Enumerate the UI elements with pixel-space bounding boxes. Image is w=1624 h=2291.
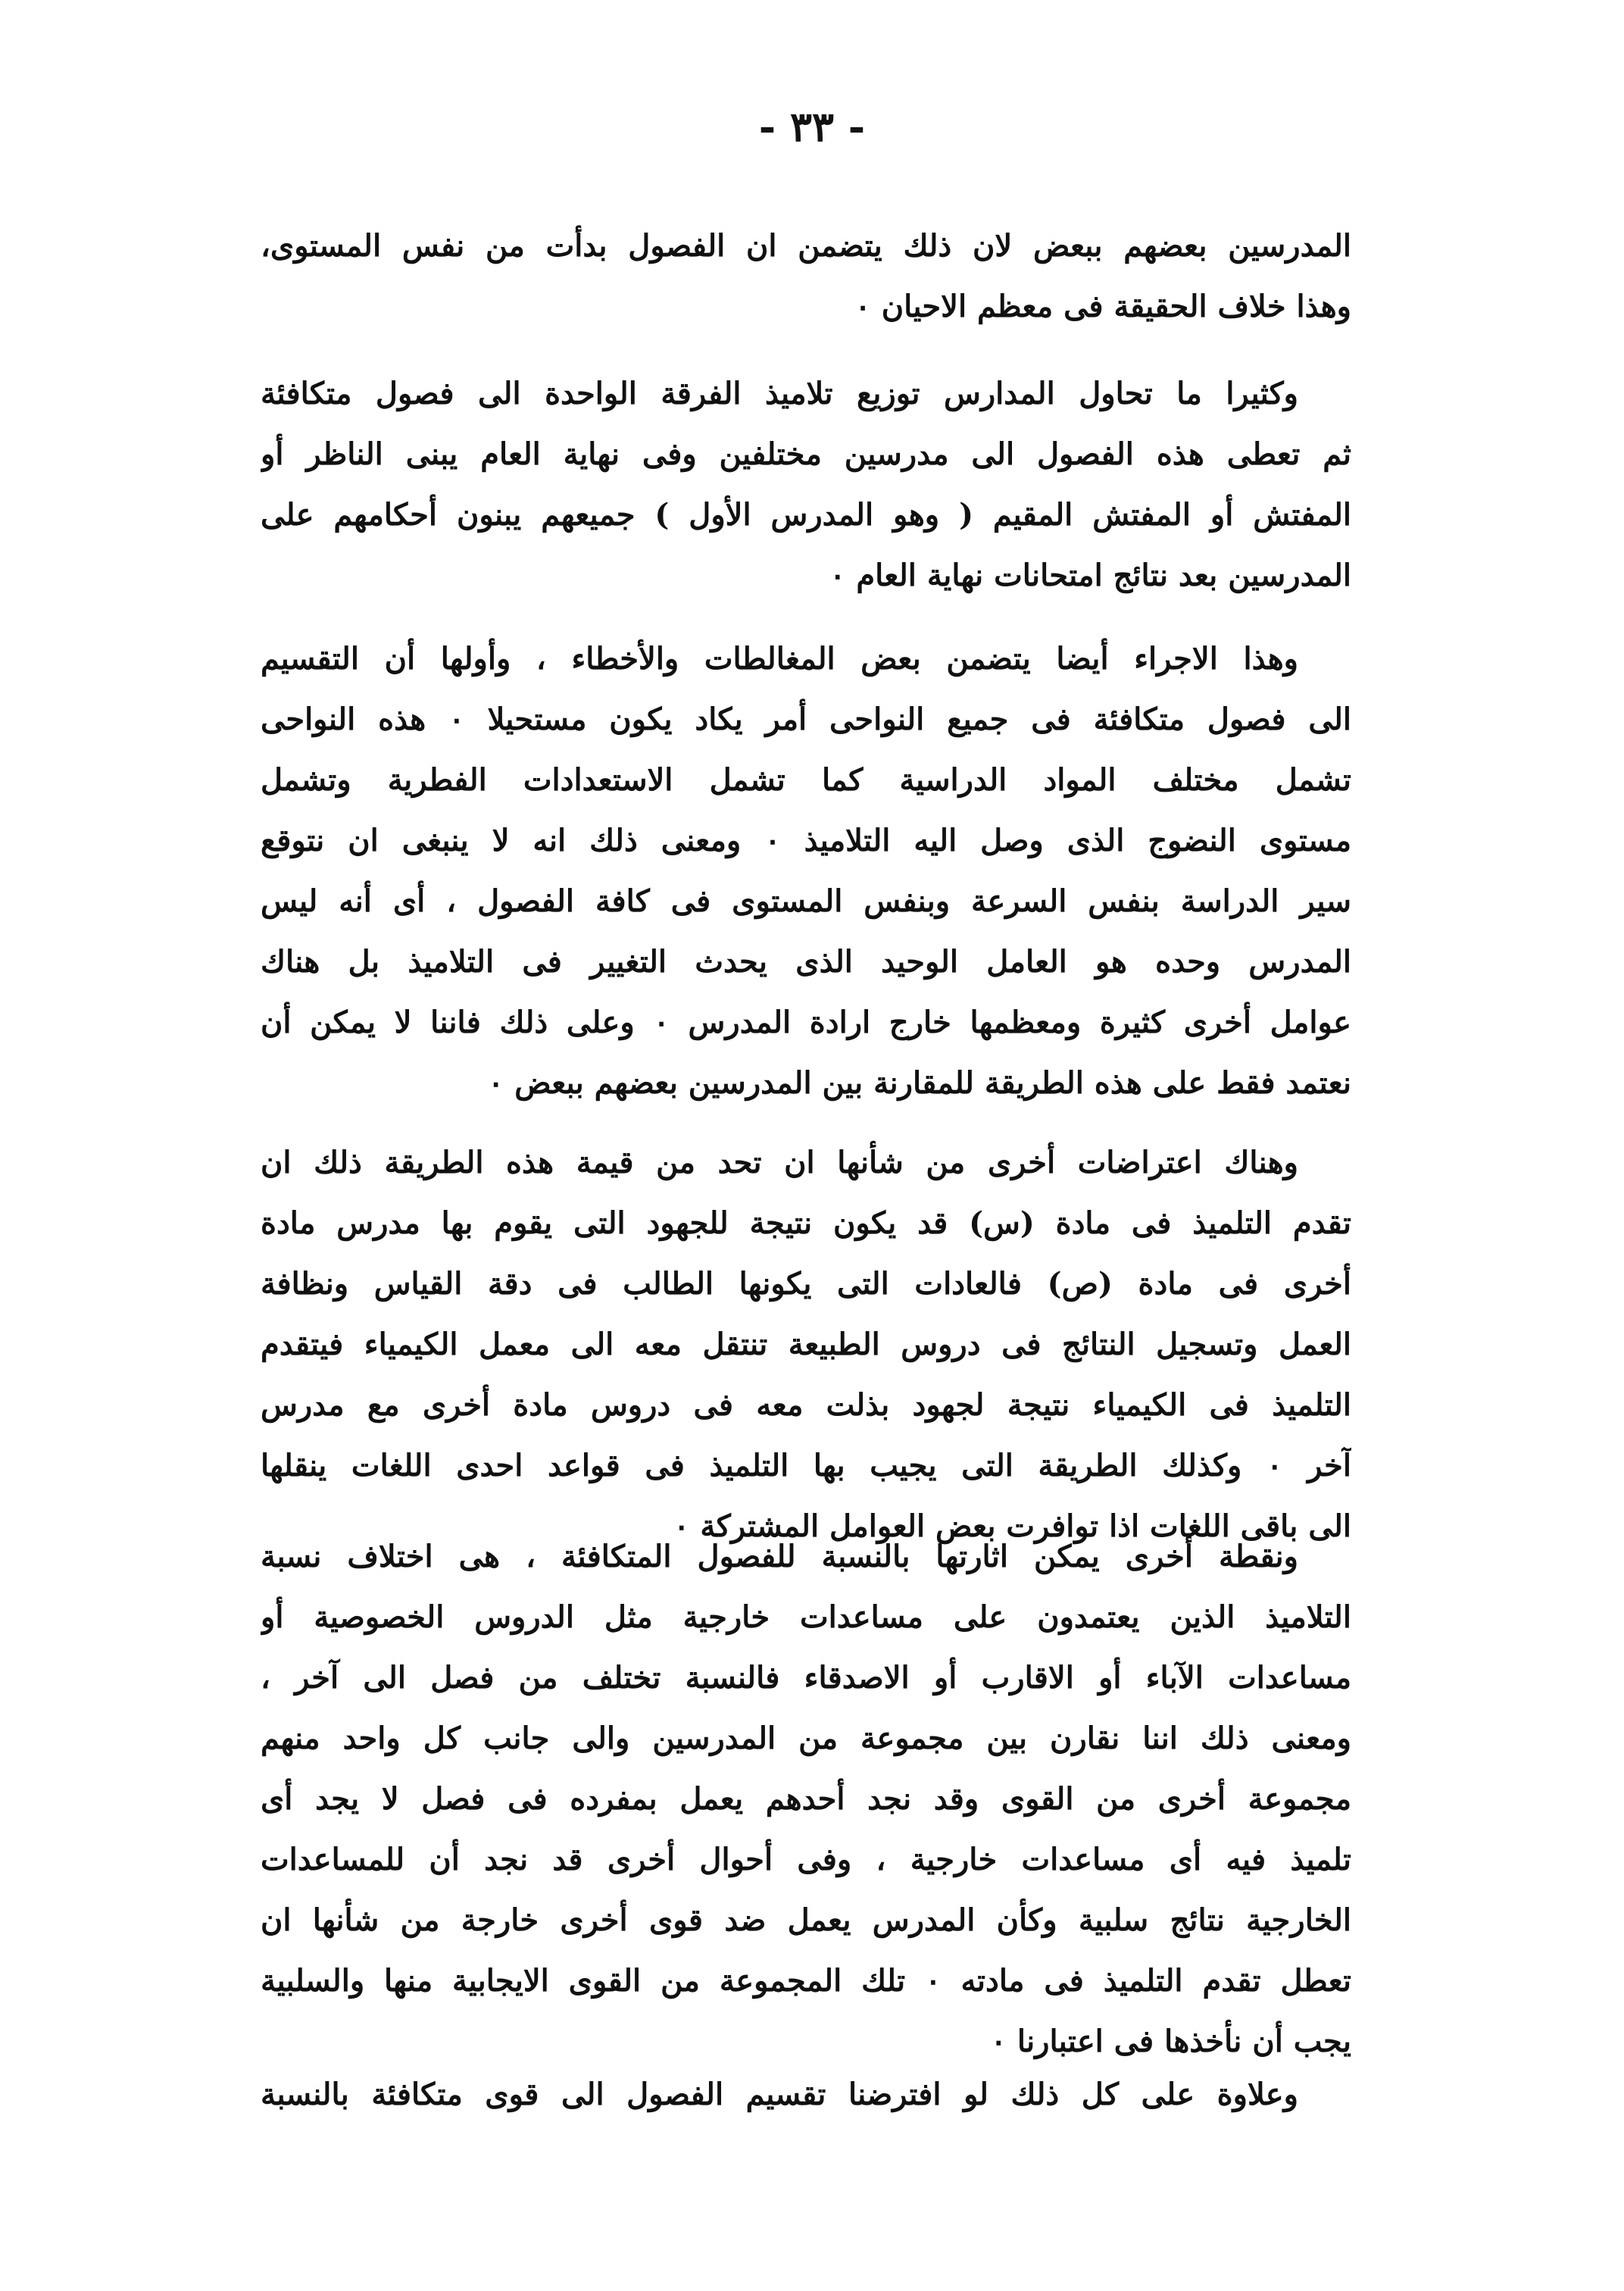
paragraph-line: المدرس وحده هو العامل الوحيد الذى يحدث التغيير فى التلاميذ بل هناك (261, 944, 1351, 980)
paragraph-line: ونقطة أخرى يمكن اثارتها بالنسبة للفصول المتكافئة ، هى اختلاف نسبة (261, 1539, 1298, 1574)
paragraph-line: وعلاوة على كل ذلك لو افترضنا تقسيم الفصول الى قوى متكافئة بالنسبة (261, 2077, 1298, 2112)
paragraph-line: ثم تعطى هذه الفصول الى مدرسين مختلفين وفى نهاية العام يبنى الناظر أو (261, 436, 1351, 472)
paragraph-line: وهذا خلاف الحقيقة فى معظم الاحيان ٠ (854, 289, 1351, 324)
paragraph-line: تقدم التلميذ فى مادة (س) قد يكون نتيجة للجهود التى يقوم بها مدرس مادة (261, 1205, 1351, 1241)
paragraph-line: أخرى فى مادة (ص) فالعادات التى يكونها الطالب فى دقة القياس ونظافة (261, 1266, 1351, 1302)
page-number: - ٣٣ - (758, 102, 866, 151)
paragraph-line: وهناك اعتراضات أخرى من شأنها ان تحد من قيمة هذه الطريقة ذلك ان (261, 1145, 1298, 1180)
paragraph-line: عوامل أخرى كثيرة ومعظمها خارج ارادة المدرس ٠ وعلى ذلك فاننا لا يمكن أن (261, 1005, 1351, 1040)
paragraph-line: وهذا الاجراء أيضا يتضمن بعض المغالطات والأخطاء ، وأولها أن التقسيم (261, 641, 1298, 677)
paragraph-line: وكثيرا ما تحاول المدارس توزيع تلاميذ الفرقة الواحدة الى فصول متكافئة (261, 376, 1298, 411)
paragraph-line: تلميذ فيه أى مساعدات خارجية ، وفى أحوال أخرى قد نجد أن للمساعدات (261, 1842, 1351, 1877)
paragraph-line: آخر ٠ وكذلك الطريقة التى يجيب بها التلميذ فى قواعد احدى اللغات ينقلها (261, 1448, 1351, 1483)
paragraph-line: الى فصول متكافئة فى جميع النواحى أمر يكاد يكون مستحيلا ٠ هذه النواحى (261, 702, 1351, 737)
paragraph-line: المدرسين بعد نتائج امتحانات نهاية العام ٠ (829, 558, 1351, 593)
paragraph-line: نعتمد فقط على هذه الطريقة للمقارنة بين المدرسين بعضهم ببعض ٠ (487, 1065, 1351, 1101)
paragraph-3 (261, 629, 1351, 1114)
paragraph-line: الى باقى اللغات اذا توافرت بعض العوامل المشتركة ٠ (673, 1508, 1351, 1544)
paragraph-line: يجب أن نأخذها فى اعتبارنا ٠ (990, 2024, 1351, 2059)
paragraph-line: مساعدات الآباء أو الاقارب أو الاصدقاء فالنسبة تختلف من فصل الى آخر ، (261, 1660, 1351, 1696)
paragraph-line: مستوى النضوج الذى وصل اليه التلاميذ ٠ ومعنى ذلك انه لا ينبغى ان نتوقع (261, 823, 1351, 858)
paragraph-4 (261, 1133, 1351, 1557)
paragraph-line: المفتش أو المفتش المقيم ( وهو المدرس الأول ) جميعهم يبنون أحكامهم على (261, 497, 1351, 533)
paragraph-line: سير الدراسة بنفس السرعة وبنفس المستوى فى كافة الفصول ، أى أنه ليس (261, 883, 1351, 919)
paragraph-line: تعطل تقدم التلميذ فى مادته ٠ تلك المجموعة من القوى الايجابية منها والسلبية (261, 1963, 1351, 1999)
paragraph-5 (261, 1527, 1351, 2072)
paragraph-line: الخارجية نتائج سلبية وكأن المدرس يعمل ضد قوى أخرى خارجة من شأنها ان (261, 1902, 1351, 1938)
paragraph-line: تشمل مختلف المواد الدراسية كما تشمل الاستعدادات الفطرية وتشمل (261, 762, 1351, 798)
paragraph-2 (261, 364, 1351, 606)
paragraph-line: التلاميذ الذين يعتمدون على مساعدات خارجية مثل الدروس الخصوصية أو (261, 1599, 1351, 1635)
paragraph-6 (261, 2064, 1351, 2125)
paragraph-line: التلميذ فى الكيمياء نتيجة لجهود بذلت معه فى دروس مادة أخرى مع مدرس (261, 1387, 1351, 1423)
paragraph-line: ومعنى ذلك اننا نقارن بين مجموعة من المدرسين والى جانب كل واحد منهم (261, 1721, 1351, 1756)
paragraph-1 (261, 216, 1351, 337)
paragraph-line: مجموعة أخرى من القوى وقد نجد أحدهم يعمل بمفرده فى فصل لا يجد أى (261, 1781, 1351, 1817)
paragraph-line: المدرسين بعضهم ببعض لان ذلك يتضمن ان الفصول بدأت من نفس المستوى، (261, 228, 1351, 264)
paragraph-line: العمل وتسجيل النتائج فى دروس الطبيعة تنتقل معه الى معمل الكيمياء فيتقدم (261, 1327, 1351, 1362)
